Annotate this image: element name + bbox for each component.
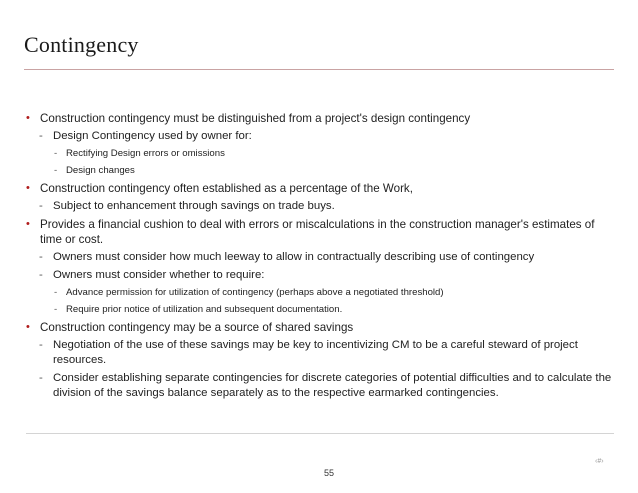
bullet-item-level-2 <box>26 338 614 368</box>
dash-marker: - <box>39 339 43 351</box>
bullet-text: Construction contingency may be a source of shared savings <box>40 321 354 334</box>
dash-marker: - <box>39 130 43 142</box>
dash-marker: - <box>39 251 43 263</box>
bullet-item-level-1 <box>26 320 614 335</box>
bullet-text: Design changes <box>66 165 135 176</box>
bullet-text: Construction contingency often established as a percentage of the Work, <box>40 182 413 195</box>
bullet-item-level-1 <box>26 217 614 247</box>
bullet-text: Owners must consider whether to require: <box>53 269 265 281</box>
bullet-marker: • <box>26 321 30 333</box>
dash-marker: - <box>54 165 58 176</box>
title-divider <box>24 69 614 70</box>
bullet-text: Subject to enhancement through savings on trade buys. <box>53 200 335 212</box>
bullet-item-level-3 <box>26 164 614 177</box>
dash-marker: - <box>39 269 43 281</box>
bullet-item-level-3 <box>26 303 614 316</box>
bullet-text: Design Contingency used by owner for: <box>53 130 252 142</box>
corner-mark: ‹#› <box>595 458 604 465</box>
dash-marker: - <box>39 200 43 212</box>
bullet-list <box>26 111 614 404</box>
bullet-marker: • <box>26 182 30 194</box>
bullet-item-level-2 <box>26 371 614 401</box>
bullet-item-level-1 <box>26 111 614 126</box>
slide-number: 55 <box>324 468 335 478</box>
bullet-text: Negotiation of the use of these savings may be key to incentivizing CM to be a careful steward of project resources. <box>53 339 578 366</box>
bullet-item-level-3 <box>26 147 614 160</box>
bullet-text: Consider establishing separate contingencies for discrete categories of potential difficulties and to calculate the division of the savings balance separately as to the respective earmarked contingencies. <box>53 372 612 399</box>
bullet-item-level-3 <box>26 286 614 299</box>
dash-marker: - <box>54 304 58 315</box>
bullet-text: Require prior notice of utilization and subsequent documentation. <box>66 304 343 315</box>
bullet-item-level-2 <box>26 268 614 283</box>
bullet-item-level-2 <box>26 250 614 265</box>
bullet-item-level-2 <box>26 199 614 214</box>
bullet-text: Advance permission for utilization of contingency (perhaps above a negotiated threshold) <box>66 287 444 298</box>
slide-title: Contingency <box>24 32 139 57</box>
dash-marker: - <box>54 287 58 298</box>
bullet-text: Construction contingency must be distinguished from a project's design contingency <box>40 112 471 125</box>
bullet-marker: • <box>26 218 30 230</box>
bullet-marker: • <box>26 112 30 124</box>
bullet-item-level-2 <box>26 129 614 144</box>
bullet-item-level-1 <box>26 181 614 196</box>
bullet-text: Owners must consider how much leeway to allow in contractually describing use of contingency <box>53 251 535 263</box>
dash-marker: - <box>39 372 43 384</box>
footer-divider <box>26 433 614 434</box>
bullet-text: Rectifying Design errors or omissions <box>66 148 225 159</box>
dash-marker: - <box>54 148 58 159</box>
bullet-text: Provides a financial cushion to deal with errors or miscalculations in the construction manager's estimates of time or cost. <box>40 218 595 246</box>
